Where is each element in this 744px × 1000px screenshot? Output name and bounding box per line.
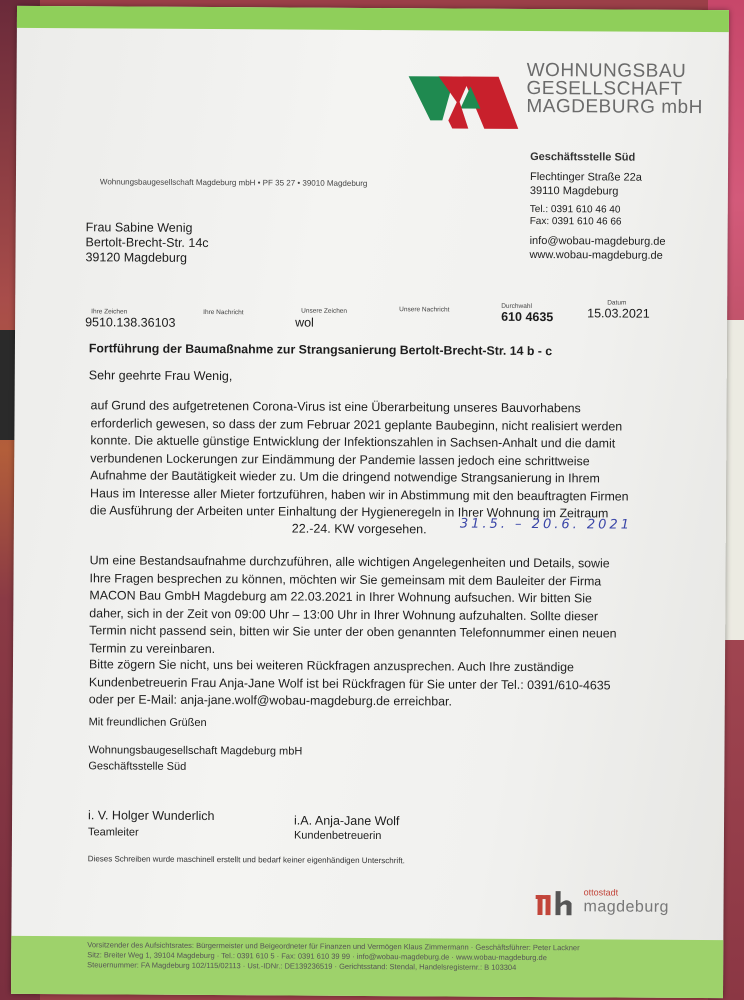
- body-paragraph-3: Bitte zögern Sie nicht, uns bei weiteren Rückfragen anzusprechen. Auch Ihre zuständige Kundenbetreuerin Frau Anja-Jane Wolf ist bei Rückfragen für Sie unter der Tel.: 0391/610-4635 oder per E-Mail: anja-jane.wolf@wobau-magdeburg.de erreichbar.: [88, 657, 611, 709]
- unsere-zeichen-label: Unsere Zeichen: [301, 307, 348, 315]
- recipient-name: Frau Sabine Wenig: [85, 220, 193, 235]
- signer1-name: i. V. Holger Wunderlich: [88, 808, 215, 824]
- recipient-city: 39120 Magdeburg: [85, 250, 188, 265]
- footer-legal: Vorsitzender des Aufsichtsrates: Bürgermeister und Beigeordneter für Finanzen und Vermögen Klaus Zimmermann · Geschäftsführer: Peter Lackner Sitz: Breiter Weg 1, 39104 Magdeburg · Tel.: 0391 610 5 · Fax: 0391 610 39 99 · info@wobau-magdeburg.de · www.wobau-magdeburg.de Steuernummer: FA Magdeburg 102/115/02113 · Ust.-IDNr.: DE139236519 · Gerichtsstand: Stendal, Handelsregisternr.: B 103304: [87, 940, 580, 972]
- office-city: 39110 Magdeburg: [529, 184, 619, 198]
- body-paragraph-2: Um eine Bestandsaufnahme durchzuführen, alle wichtigen Angelegenheiten und Details, sowie Ihre Fragen besprechen zu können, möchten wir Sie gemeinsam mit dem Bauleiter der Firma MACON Bau GmbH Magdeburg am 22.03.2021 in Ihrer Wohnung aufsuchen. Wir bitten Sie daher, sich in der Zeit von 09:00 Uhr – 13:00 Uhr in Ihrer Wohnung aufzuhalten. Sollte dieser Termin nicht passend sein, bitten wir Sie unter der oben genannten Telefonnummer einen neuen Termin zu vereinbaren.: [89, 553, 617, 656]
- period-text: 22.-24. KW vorgesehen.: [291, 521, 427, 537]
- company-signature-1: Wohnungsbaugesellschaft Magdeburg mbH: [88, 744, 303, 758]
- magdeburg-label: magdeburg: [583, 898, 670, 916]
- company-signature-2: Geschäftsstelle Süd: [88, 760, 187, 773]
- recipient-street: Bertolt-Brecht-Str. 14c: [85, 235, 209, 251]
- wobau-logo-icon: [408, 74, 532, 131]
- unsere-nachricht-label: Unsere Nachricht: [399, 306, 450, 314]
- ihre-nachricht-label: Ihre Nachricht: [203, 308, 244, 317]
- ihre-zeichen-value: 9510.138.36103: [85, 315, 176, 330]
- closing: Mit freundlichen Grüßen: [88, 716, 207, 730]
- subject-line: Fortführung der Baumaßnahme zur Strangsanierung Bertolt-Brecht-Str. 14 b - c: [88, 341, 553, 359]
- signer1-role: Teamleiter: [87, 826, 139, 839]
- datum-label: Datum: [607, 299, 627, 307]
- body-paragraph-1: auf Grund des aufgetretenen Corona-Virus ist eine Überarbeitung unseres Bauvorhabens erforderlich gewesen, so dass der zum Februar 2021 geplante Baubeginn, nicht realisiert werden konnte. Die aktuelle günstige Entwicklung der Infektionszahlen in Sachsen-Anhalt und die damit verbundenen Lockerungen zur Eindämmung der Pandemie lassen jedoch eine schrittweise Aufnahme der Bautätigkeit wieder zu. Um die dringend notwendige Strangsanierung in Ihrem Haus im Interesse aller Mieter fortzuführen, haben wir in Abstimmung mit den beauftragten Firmen die Ausführung der Arbeiten unter Einhaltung der Hygieneregeln in Ihrer Wohnung im Zeitraum: [89, 398, 629, 521]
- unsere-zeichen-value: wol: [295, 315, 314, 330]
- machine-note: Dieses Schreiben wurde maschinell erstellt und bedarf keiner eigenhändigen Unterschrift.: [87, 854, 405, 866]
- office-web[interactable]: www.wobau-magdeburg.de: [529, 248, 663, 262]
- signer2-name: i.A. Anja-Jane Wolf: [294, 813, 400, 829]
- durchwahl-label: Durchwahl: [501, 302, 532, 310]
- datum-value: 15.03.2021: [587, 306, 650, 321]
- ottostadt-logo-icon: [535, 889, 575, 917]
- ihre-zeichen-label: Ihre Zeichen: [91, 308, 128, 316]
- letter-sheet: [11, 6, 729, 998]
- salutation: Sehr geehrte Frau Wenig,: [88, 368, 233, 384]
- office-fax: Fax: 0391 610 46 66: [529, 215, 622, 228]
- handwritten-dates: 31.5. – 20.6. 2021: [459, 516, 633, 533]
- signer2-role: Kundenbetreuerin: [293, 829, 382, 843]
- office-email[interactable]: info@wobau-magdeburg.de: [529, 234, 666, 248]
- sender-line: Wohnungsbaugesellschaft Magdeburg mbH • PF 35 27 • 39010 Magdeburg: [99, 177, 368, 188]
- company-name: WOHNUNGSBAU GESELLSCHAFT MAGDEBURG mbH: [526, 59, 703, 119]
- top-color-band: [17, 6, 729, 32]
- office-title: Geschäftsstelle Süd: [530, 150, 636, 164]
- durchwahl-value: 610 4635: [501, 309, 554, 325]
- office-street: Flechtinger Straße 22a: [529, 170, 642, 184]
- office-tel: Tel.: 0391 610 46 40: [529, 203, 621, 216]
- ottostadt-label: ottostadt: [583, 887, 619, 898]
